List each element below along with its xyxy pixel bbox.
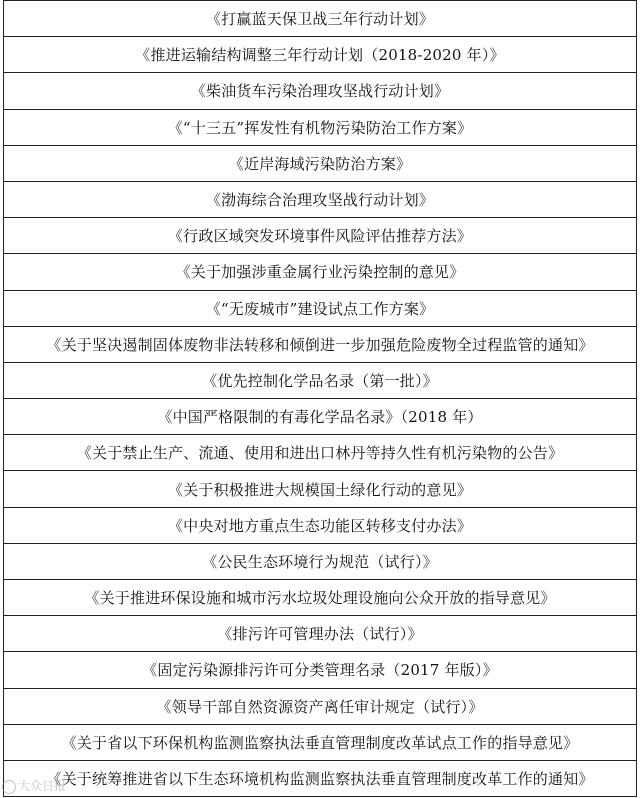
table-row xyxy=(4,616,637,652)
document-title: 《关于积极推进大规模国土绿化行动的意见》 xyxy=(4,471,637,507)
document-title: 《柴油货车污染治理攻坚战行动计划》 xyxy=(4,73,637,109)
table-row xyxy=(4,218,637,254)
table-row xyxy=(4,580,637,616)
document-title: 《“十三五”挥发性有机物污染防治工作方案》 xyxy=(4,109,637,145)
document-title: 《关于省以下环保机构监测监察执法垂直管理制度改革试点工作的指导意见》 xyxy=(4,724,637,760)
table-row xyxy=(4,652,637,688)
document-list-table xyxy=(3,0,637,797)
table-row xyxy=(4,399,637,435)
document-title: 《关于统筹推进省以下生态环境机构监测监察执法垂直管理制度改革工作的通知》 xyxy=(4,760,637,796)
table-row xyxy=(4,543,637,579)
document-title: 《关于坚决遏制固体废物非法转移和倾倒进一步加强危险废物全过程监管的通知》 xyxy=(4,326,637,362)
document-title: 《推进运输结构调整三年行动计划（2018-2020 年）》 xyxy=(4,37,637,73)
table-row xyxy=(4,724,637,760)
table-row xyxy=(4,760,637,796)
table-row xyxy=(4,254,637,290)
document-title: 《打赢蓝天保卫战三年行动计划》 xyxy=(4,1,637,37)
watermark-text: 大众日报 xyxy=(18,779,67,793)
document-title: 《中国严格限制的有毒化学品名录》（2018 年） xyxy=(4,399,637,435)
document-title: 《领导干部自然资源资产离任审计规定（试行）》 xyxy=(4,688,637,724)
table-row xyxy=(4,507,637,543)
table-row xyxy=(4,1,637,37)
document-title: 《排污许可管理办法（试行）》 xyxy=(4,616,637,652)
table-row xyxy=(4,37,637,73)
document-title: 《关于加强涉重金属行业污染控制的意见》 xyxy=(4,254,637,290)
table-row xyxy=(4,181,637,217)
table-row xyxy=(4,435,637,471)
document-title: 《公民生态环境行为规范（试行）》 xyxy=(4,543,637,579)
document-title: 《中央对地方重点生态功能区转移支付办法》 xyxy=(4,507,637,543)
table-row xyxy=(4,362,637,398)
table-row xyxy=(4,145,637,181)
table-row xyxy=(4,326,637,362)
table-row xyxy=(4,290,637,326)
table-row xyxy=(4,471,637,507)
document-title: 《“无废城市”建设试点工作方案》 xyxy=(4,290,637,326)
document-title: 《行政区域突发环境事件风险评估推荐方法》 xyxy=(4,218,637,254)
table-row xyxy=(4,73,637,109)
table-row xyxy=(4,688,637,724)
document-title: 《优先控制化学品名录（第一批）》 xyxy=(4,362,637,398)
document-title: 《近岸海域污染防治方案》 xyxy=(4,145,637,181)
table-row xyxy=(4,109,637,145)
document-title: 《固定污染源排污许可分类管理名录（2017 年版）》 xyxy=(4,652,637,688)
document-title: 《渤海综合治理攻坚战行动计划》 xyxy=(4,181,637,217)
document-title: 《关于禁止生产、流通、使用和进出口林丹等持久性有机污染物的公告》 xyxy=(4,435,637,471)
document-title: 《关于推进环保设施和城市污水垃圾处理设施向公众开放的指导意见》 xyxy=(4,580,637,616)
